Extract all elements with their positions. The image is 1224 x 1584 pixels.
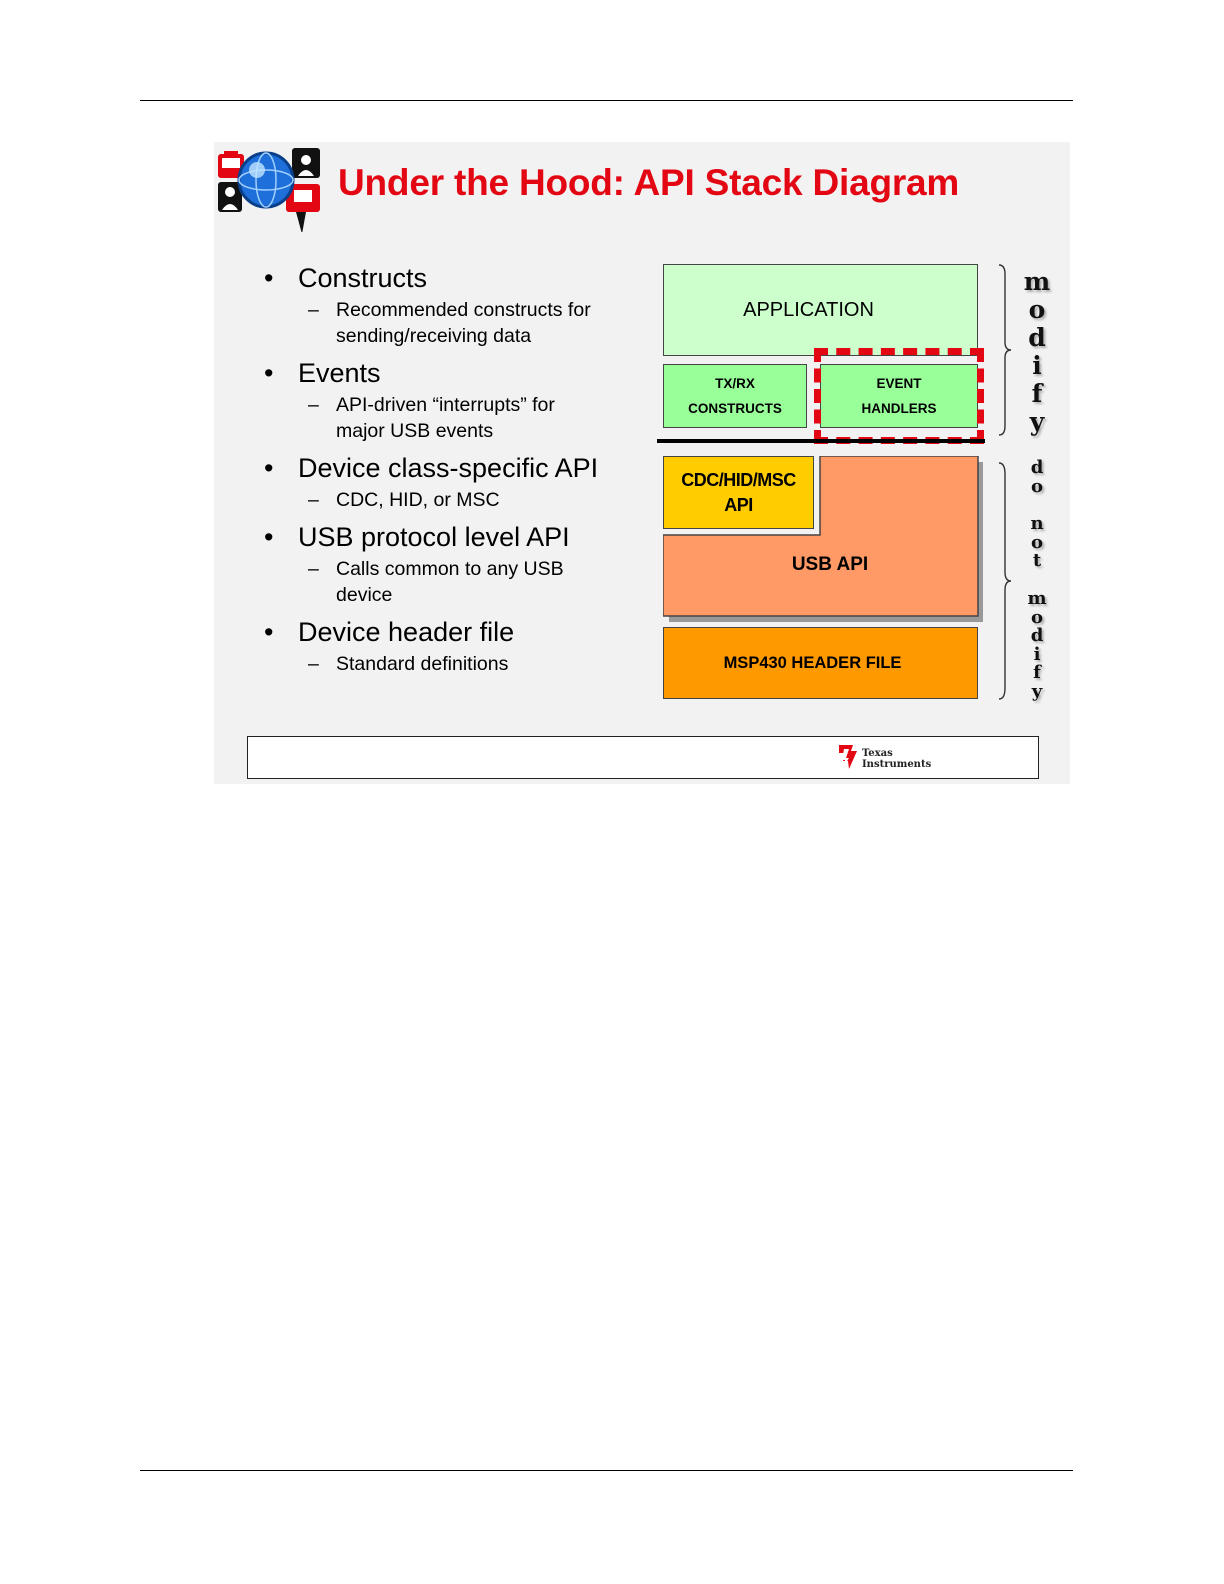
event-handlers-highlight xyxy=(814,348,984,444)
bullet-marker: • xyxy=(264,358,274,388)
sub-bullet-line: CDC, HID, or MSC xyxy=(336,489,500,511)
bullet-item xyxy=(262,521,642,608)
sub-marker: – xyxy=(308,558,319,580)
bullet-text: Device class-specific API xyxy=(298,453,599,483)
slide-footer xyxy=(247,736,1039,779)
cdc-label-line1: CDC/HID/MSC xyxy=(681,469,796,490)
bullet-item xyxy=(262,262,642,349)
bullet-item xyxy=(262,452,642,513)
not-vertical-label: n o t xyxy=(1030,513,1044,571)
bullet-item xyxy=(262,616,642,677)
msp-label: MSP430 HEADER FILE xyxy=(723,653,902,672)
sub-bullet-line: Calls common to any USB xyxy=(336,558,564,580)
bullet-list xyxy=(262,256,642,677)
sub-bullet-line: sending/receiving data xyxy=(336,325,532,347)
txrx-label-line2: CONSTRUCTS xyxy=(688,401,782,416)
cdc-label-line2: API xyxy=(724,494,753,515)
footer-rule xyxy=(140,1470,1073,1471)
sub-marker: – xyxy=(308,653,319,675)
ti-wordmark xyxy=(862,748,931,770)
sub-bullet-line: Recommended constructs for xyxy=(336,299,591,321)
sub-bullet-line: Standard definitions xyxy=(336,653,509,675)
bullet-marker: • xyxy=(264,263,274,293)
slide-title: Under the Hood: API Stack Diagram xyxy=(338,162,960,203)
bullet-text: Device header file xyxy=(298,617,515,647)
modify-vertical-label: m o d i f y xyxy=(1023,267,1051,436)
modify-boundary-line xyxy=(657,439,985,443)
do-not-modify-brace xyxy=(997,462,1013,700)
bullet-item xyxy=(262,357,642,444)
modify-brace xyxy=(997,264,1013,436)
ti-brand-line1: Texas xyxy=(862,748,893,759)
sub-marker: – xyxy=(308,299,319,321)
do-vertical-label: d o xyxy=(1030,457,1044,497)
bullet-marker: • xyxy=(264,617,274,647)
cdc-hid-msc-api-layer xyxy=(663,456,814,529)
header-rule xyxy=(140,100,1073,101)
bullet-text: Events xyxy=(298,358,381,388)
application-label: APPLICATION xyxy=(743,298,874,321)
txrx-constructs-layer xyxy=(663,364,807,428)
slide xyxy=(214,142,1070,784)
event-label-line2: HANDLERS xyxy=(861,401,937,416)
usb-globe-icon xyxy=(216,146,324,232)
sub-marker: – xyxy=(308,489,319,511)
msp430-header-file-layer xyxy=(663,627,978,699)
application-layer xyxy=(663,264,978,356)
ti-logo-icon xyxy=(835,743,861,771)
bullet-text: USB protocol level API xyxy=(298,522,570,552)
sub-marker: – xyxy=(308,394,319,416)
modify-vertical-label-2: m o d i f y xyxy=(1027,588,1047,702)
sub-bullet-line: device xyxy=(336,584,393,606)
sub-bullet-line: API-driven “interrupts” for xyxy=(336,394,555,416)
event-label-line1: EVENT xyxy=(876,376,922,391)
usb-api-label: USB API xyxy=(791,554,869,575)
bullet-marker: • xyxy=(264,453,274,483)
bullet-text: Constructs xyxy=(298,263,428,293)
ti-brand-line2: Instruments xyxy=(862,759,932,770)
ti-logo xyxy=(835,743,943,773)
bullet-marker: • xyxy=(264,522,274,552)
sub-bullet-line: major USB events xyxy=(336,420,494,442)
txrx-label-line1: TX/RX xyxy=(715,376,755,391)
